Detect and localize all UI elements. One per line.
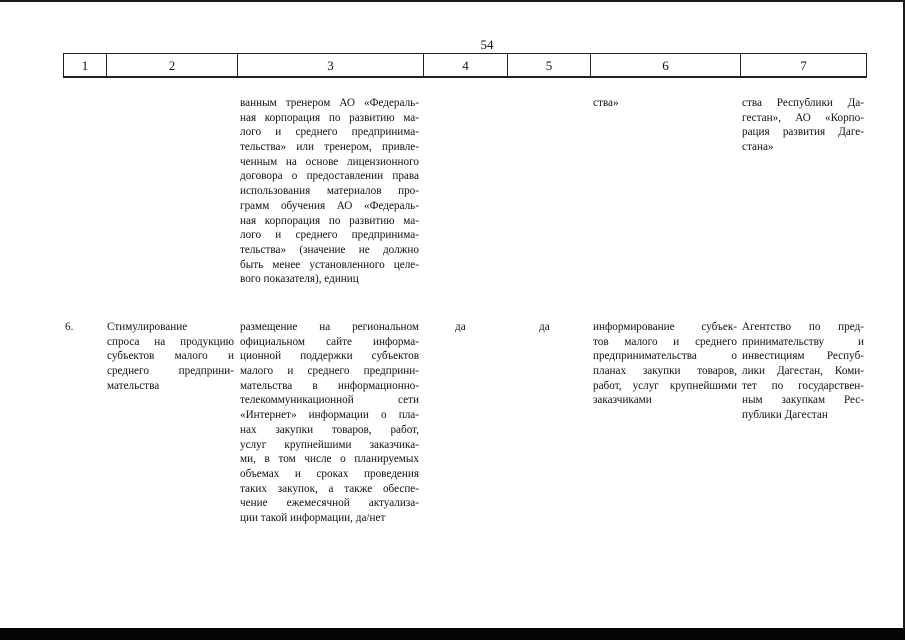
text-line: мательства bbox=[107, 379, 160, 392]
scan-edge-top bbox=[0, 0, 905, 2]
text-line: лого и среднего предпринима- bbox=[240, 229, 419, 242]
text-line: нах закупки товаров, работ, bbox=[240, 423, 419, 436]
column-header-row bbox=[63, 53, 867, 78]
text-line: планах закупки товаров, bbox=[593, 365, 737, 378]
text-line: публики Дагестан bbox=[742, 409, 828, 422]
text-line: рация развития Даге- bbox=[742, 126, 864, 139]
text-line: гестан», АО «Корпо- bbox=[742, 111, 864, 124]
scan-edge-bottom bbox=[0, 628, 905, 640]
text-line: тет по государствен- bbox=[742, 379, 864, 392]
text-line: Стимулирование bbox=[107, 321, 188, 333]
text-line: лого и среднего предпринима- bbox=[240, 126, 419, 139]
text-line: субъектов малого и bbox=[107, 350, 234, 363]
text-line: быть менее установленного целе- bbox=[240, 258, 419, 271]
text-line: заказчиками bbox=[593, 394, 652, 407]
row6-col5-value: да bbox=[539, 321, 550, 333]
text-line: принимательству и bbox=[742, 335, 864, 348]
page-number: 54 bbox=[480, 37, 494, 52]
text-line: ции такой информации, да/нет bbox=[240, 511, 386, 524]
text-line: стана» bbox=[742, 141, 774, 154]
text-line: использования материалов про- bbox=[240, 185, 419, 198]
text-line: чение ежемесячной актуализа- bbox=[240, 497, 419, 510]
text-line: малого и среднего предприни- bbox=[240, 365, 419, 378]
column-header-3: 3 bbox=[238, 54, 424, 77]
text-line: работ, услуг крупнейшими bbox=[593, 379, 737, 392]
row6-executors bbox=[742, 320, 864, 423]
text-line: ная корпорация по развитию ма- bbox=[240, 214, 419, 227]
continued-row-indicator-text bbox=[240, 96, 419, 287]
text-line: ми, в том числе о планируемых bbox=[240, 453, 419, 466]
text-line: официальном сайте информа- bbox=[240, 335, 419, 348]
text-line: ства Республики Да- bbox=[742, 97, 864, 109]
text-line: услуг крупнейшими заказчика- bbox=[240, 438, 419, 451]
column-header-7: 7 bbox=[800, 58, 807, 73]
column-header-2: 2 bbox=[107, 54, 238, 77]
text-line: таких закупок, а также обеспе- bbox=[240, 482, 419, 495]
row6-indicator bbox=[240, 320, 419, 526]
text-line: ванным тренером АО «Федераль- bbox=[240, 97, 419, 109]
column-header-6: 6 bbox=[591, 54, 741, 77]
text-line: лики Дагестан, Коми- bbox=[742, 365, 864, 378]
text-line: ная корпорация по развитию ма- bbox=[240, 111, 419, 124]
text-line: тельства» (значение не должно bbox=[240, 243, 419, 256]
column-header-5: 5 bbox=[508, 54, 591, 77]
text-line: информирование субъек- bbox=[593, 321, 737, 333]
text-line: «Интернет» информации о пла- bbox=[240, 409, 419, 422]
text-line: предпринимательства о bbox=[593, 350, 737, 363]
text-line: среднего предприни- bbox=[107, 365, 234, 378]
text-line: спроса на продукцию bbox=[107, 335, 234, 348]
text-line: ства» bbox=[593, 97, 619, 109]
text-line: договора о предоставлении права bbox=[240, 170, 419, 183]
text-line: тельства» или тренером, привле- bbox=[240, 141, 419, 154]
text-line: ным закупкам Рес- bbox=[742, 394, 864, 407]
text-line: мательства в информационно- bbox=[240, 379, 419, 392]
text-line: инвестициям Респуб- bbox=[742, 350, 864, 363]
text-line: вого показателя), единиц bbox=[240, 273, 359, 286]
row6-result bbox=[593, 320, 737, 408]
text-line: тов малого и среднего bbox=[593, 335, 737, 348]
text-line: грамм обучения АО «Федераль- bbox=[240, 199, 419, 212]
row6-number: 6. bbox=[65, 321, 74, 333]
text-line: Агентство по пред- bbox=[742, 321, 864, 333]
row6-col4-value: да bbox=[455, 321, 466, 333]
column-header-4: 4 bbox=[424, 54, 508, 77]
continued-row-executors bbox=[742, 96, 864, 155]
text-line: ченным на основе лицензионного bbox=[240, 155, 419, 168]
text-line: телекоммуникационной сети bbox=[240, 394, 419, 407]
continued-row-result bbox=[593, 96, 733, 111]
row6-task bbox=[107, 320, 234, 393]
text-line: объемах и сроках проведения bbox=[240, 467, 419, 480]
column-header-1: 1 bbox=[64, 54, 107, 77]
text-line: ционной поддержки субъектов bbox=[240, 350, 419, 363]
text-line: размещение на региональном bbox=[240, 321, 419, 333]
